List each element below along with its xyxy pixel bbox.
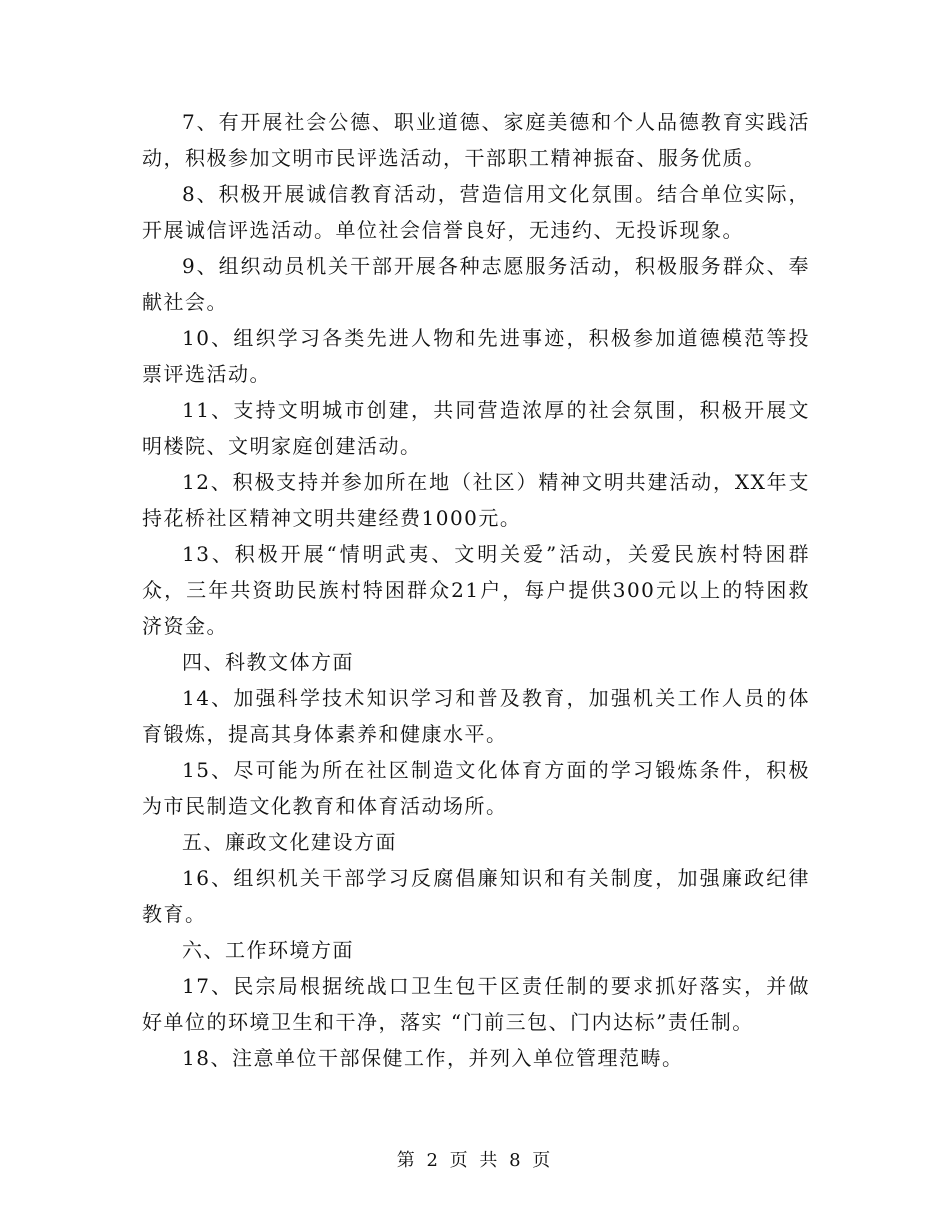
paragraph-item-7: 7、有开展社会公德、职业道德、家庭美德和个人品德教育实践活动，积极参加文明市民评选活动，干部职工精神振奋、服务优质。 bbox=[142, 110, 810, 170]
section-heading-6: 六、工作环境方面 bbox=[182, 938, 354, 962]
section-heading-4: 四、科教文体方面 bbox=[182, 650, 354, 674]
paragraph-item-9: 9、组织动员机关干部开展各种志愿服务活动，积极服务群众、奉献社会。 bbox=[142, 254, 810, 314]
page-number-footer: 第 2 页 共 8 页 bbox=[396, 1150, 554, 1171]
paragraph-item-14: 14、加强科学技术知识学习和普及教育，加强机关工作人员的体育锻炼，提高其身体素养和健康水平。 bbox=[142, 686, 810, 746]
paragraph-item-16: 16、组织机关干部学习反腐倡廉知识和有关制度，加强廉政纪律教育。 bbox=[142, 866, 810, 926]
paragraph-item-15: 15、尽可能为所在社区制造文化体育方面的学习锻炼条件，积极为市民制造文化教育和体育活动场所。 bbox=[142, 758, 810, 818]
paragraph-item-11: 11、支持文明城市创建，共同营造浓厚的社会氛围，积极开展文明楼院、文明家庭创建活动。 bbox=[142, 398, 810, 458]
section-heading-5: 五、廉政文化建设方面 bbox=[182, 830, 397, 854]
document-body bbox=[142, 104, 810, 1076]
paragraph-item-10: 10、组织学习各类先进人物和先进事迹，积极参加道德模范等投票评选活动。 bbox=[142, 326, 810, 386]
paragraph-item-17: 17、民宗局根据统战口卫生包干区责任制的要求抓好落实，并做好单位的环境卫生和干净，落实 “门前三包、门内达标”责任制。 bbox=[142, 974, 810, 1034]
paragraph-item-18: 18、注意单位干部保健工作，并列入单位管理范畴。 bbox=[182, 1046, 684, 1070]
paragraph-item-13: 13、积极开展“情明武夷、文明关爱”活动，关爱民族村特困群众，三年共资助民族村特困群众21户，每户提供300元以上的特困救济资金。 bbox=[142, 542, 810, 638]
paragraph-item-12: 12、积极支持并参加所在地（社区）精神文明共建活动，XX年支持花桥社区精神文明共建经费1000元。 bbox=[142, 470, 810, 530]
paragraph-item-8: 8、积极开展诚信教育活动，营造信用文化氛围。结合单位实际，开展诚信评选活动。单位社会信誉良好，无违约、无投诉现象。 bbox=[142, 182, 810, 242]
